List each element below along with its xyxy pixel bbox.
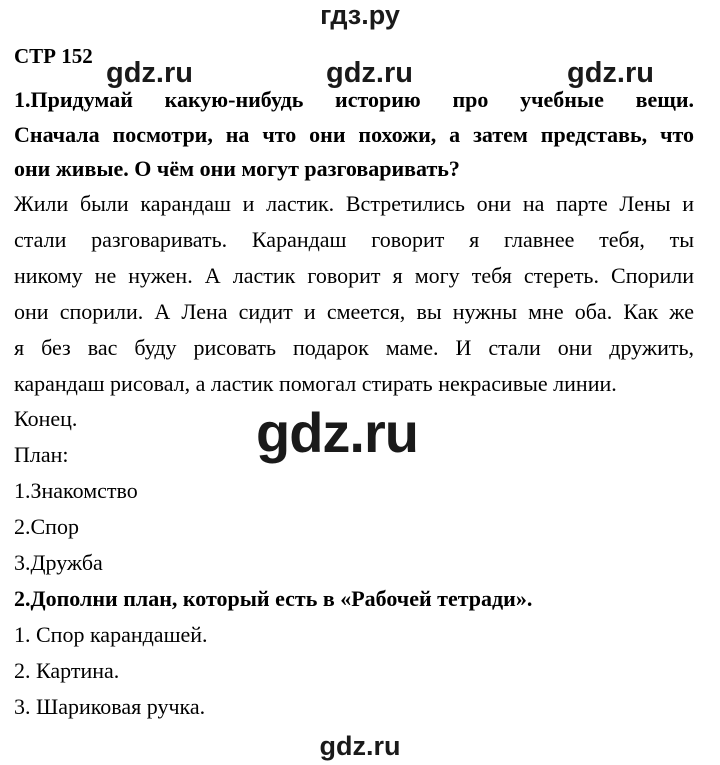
watermark-header: gdz.ru	[326, 57, 413, 89]
watermark-header: gdz.ru	[567, 57, 654, 89]
task1-answer-line: они спорили. А Лена сидит и смеется, вы нужны мне оба. Как же	[14, 299, 694, 324]
task2-question: 2.Дополни план, который есть в «Рабочей тетради».	[14, 586, 533, 611]
task2-item: 3. Шариковая ручка.	[14, 694, 206, 719]
task1-answer-line: я без вас буду рисовать подарок маме. И стали они дружить,	[14, 335, 694, 360]
task1-answer-line: Жили были карандаш и ластик. Встретились они на парте Лены и	[14, 191, 694, 216]
task2-item: 1. Спор карандашей.	[14, 622, 208, 647]
task2-item: 2. Картина.	[14, 658, 120, 683]
task1-question-line: Сначала посмотри, на что они похожи, а затем представь, что	[14, 122, 694, 147]
plan-label: План:	[14, 442, 69, 467]
watermark-top: гдз.ру	[320, 0, 400, 30]
task1-answer-line: никому не нужен. А ластик говорит я могу тебя стереть. Спорили	[14, 263, 694, 288]
plan-item: 2.Спор	[14, 514, 79, 539]
task1-question-line: они живые. О чём они могут разговаривать?	[14, 156, 460, 181]
plan-item: 3.Дружба	[14, 550, 103, 575]
task1-question-line: 1.Придумай какую-нибудь историю про учебные вещи.	[14, 87, 694, 112]
task1-answer-line: стали разговаривать. Карандаш говорит я главнее тебя, ты	[14, 227, 694, 252]
task1-answer-line: Конец.	[14, 406, 78, 431]
watermark-bottom: gdz.ru	[319, 731, 401, 761]
watermark-middle: gdz.ru	[256, 401, 418, 464]
plan-item: 1.Знакомство	[14, 478, 138, 503]
page-title: СТР 152	[14, 44, 93, 68]
watermark-header: gdz.ru	[106, 57, 193, 89]
task1-answer-line: карандаш рисовал, а ластик помогал стирать некрасивые линии.	[14, 371, 617, 396]
